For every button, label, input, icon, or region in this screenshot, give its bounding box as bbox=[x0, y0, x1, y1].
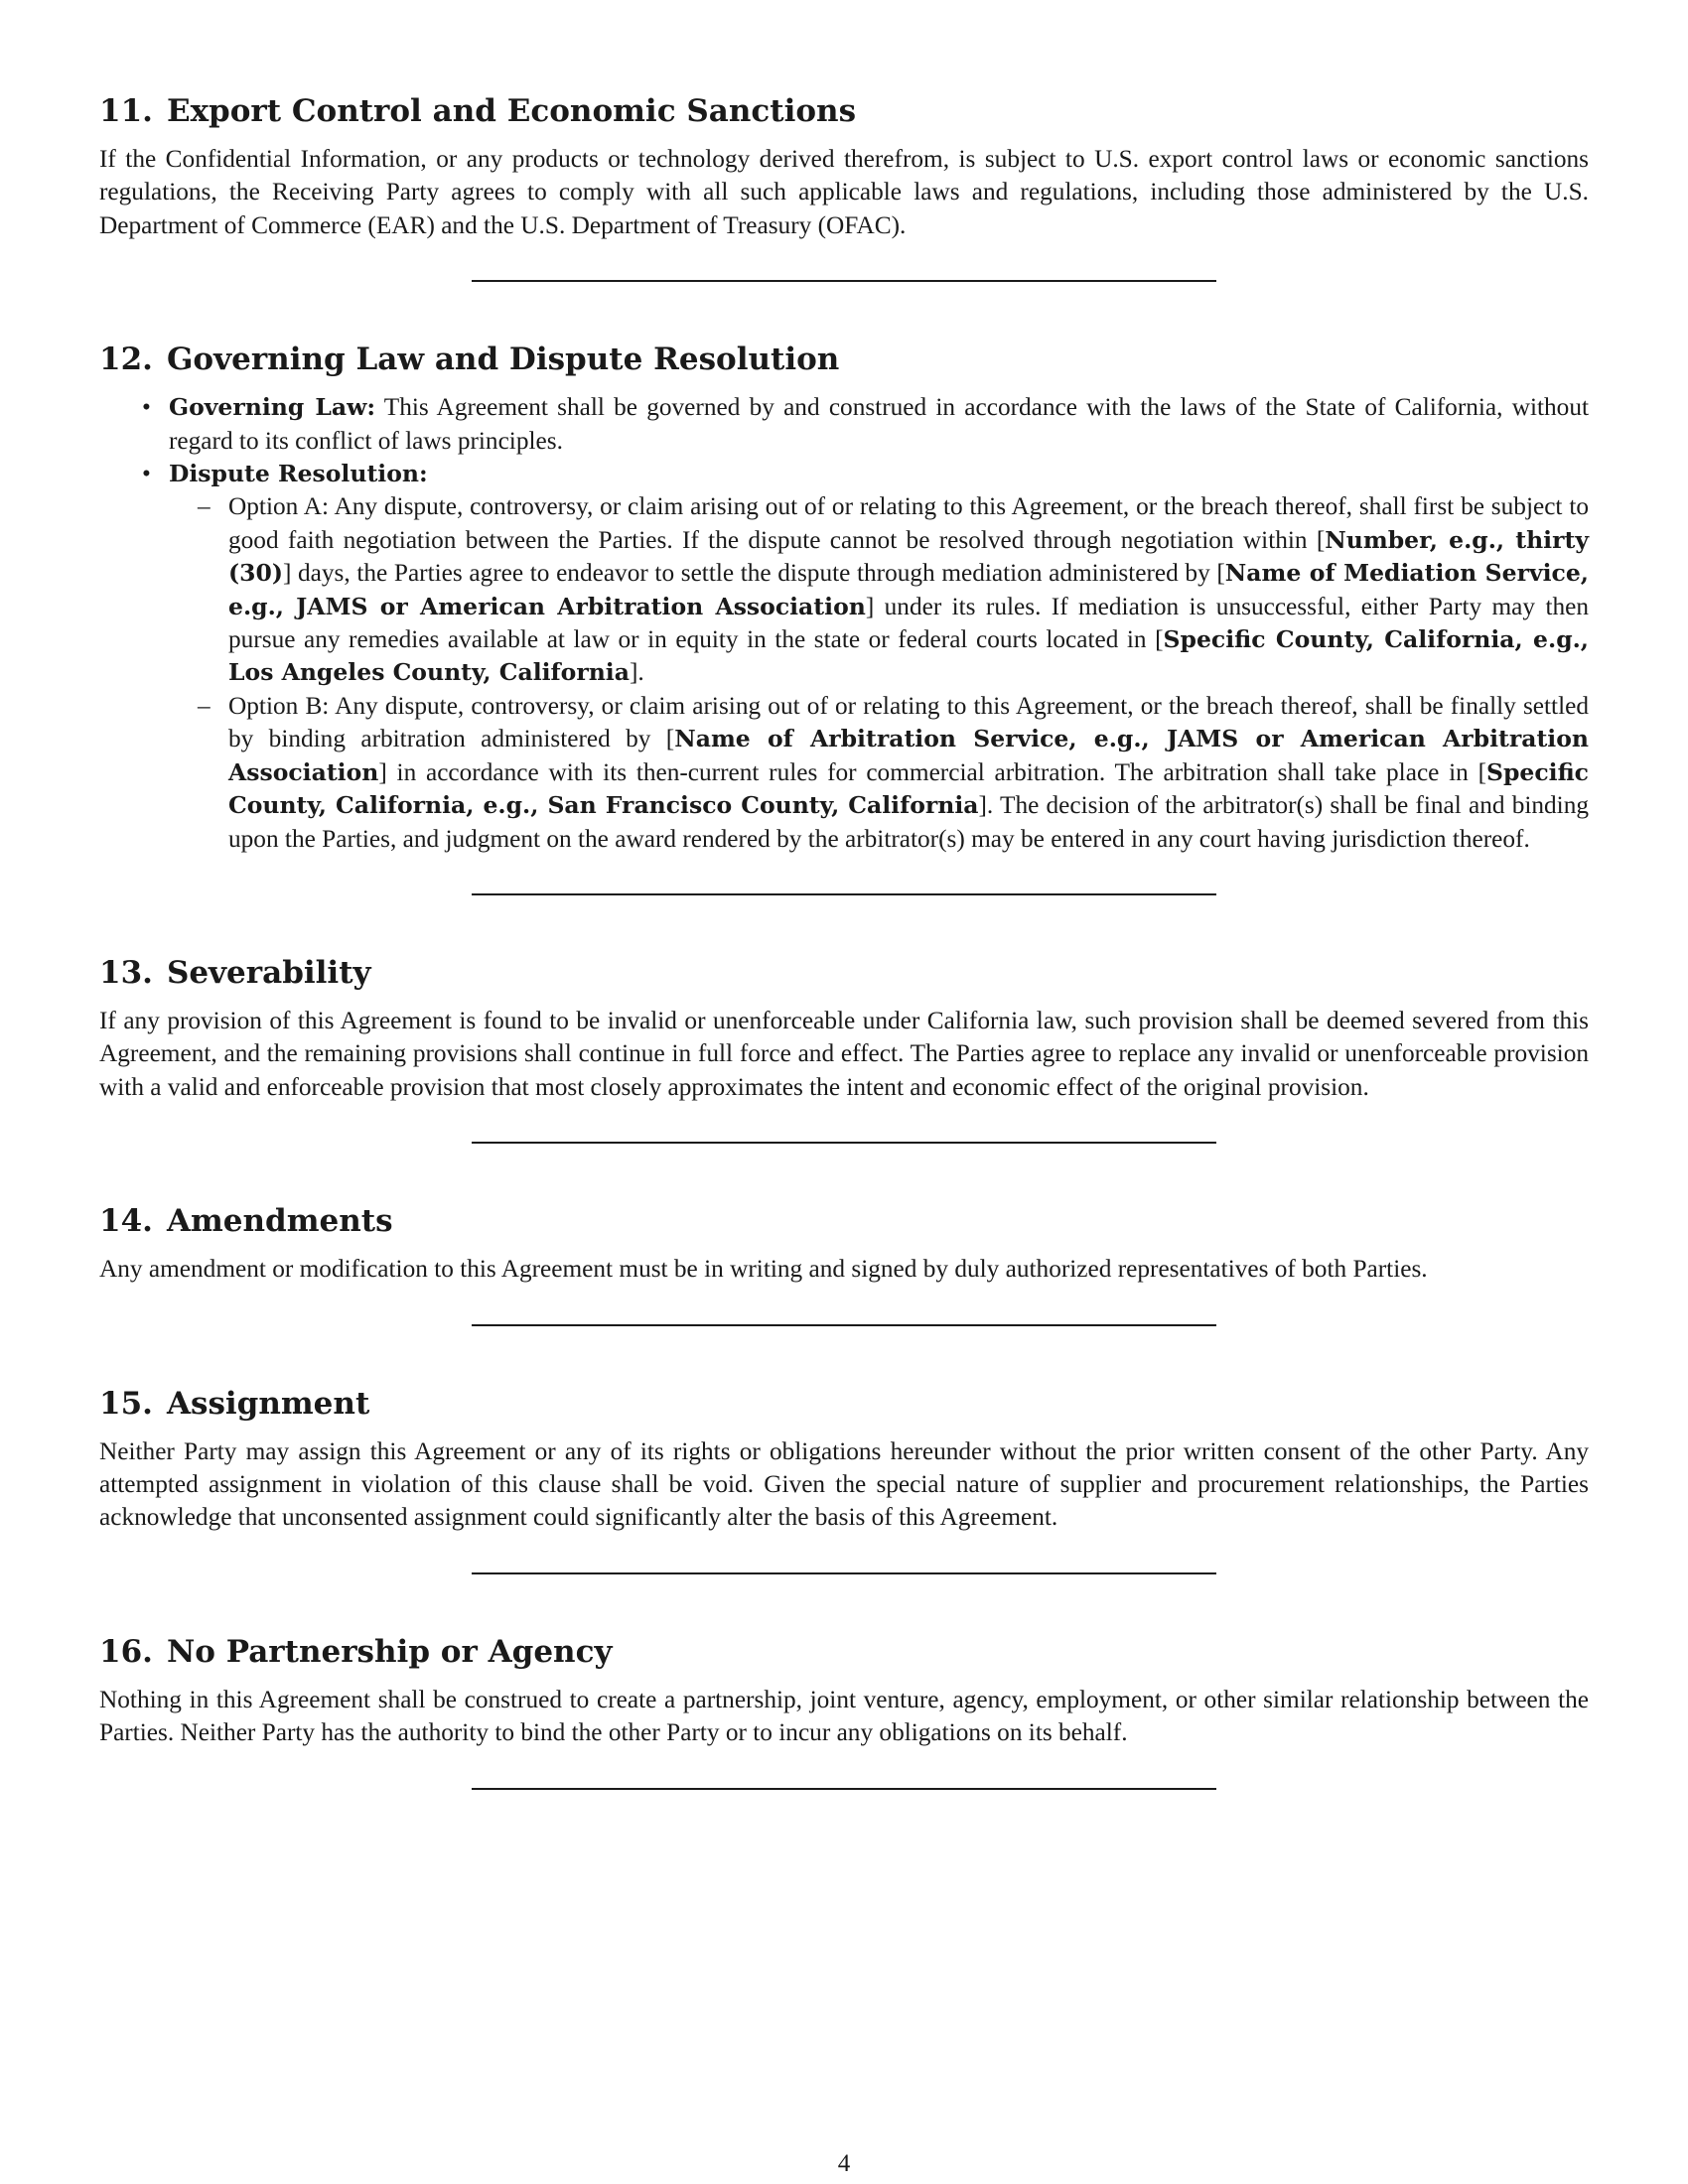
section-number: 16. bbox=[99, 1633, 153, 1670]
option-b-placeholder-arbitration-service: Name of Arbitration Service, e.g., JAMS or American Arbitration Association bbox=[228, 725, 1589, 786]
section-body: If the Confidential Information, or any products or technology derived therefrom, is subject to U.S. export control laws or economic sanctions regulations, the Receiving Party agrees to comply with all such applicable laws and regulations, including those administered by the U.S. Department of Commerce (EAR) and the U.S. Department of Treasury (OFAC). bbox=[99, 145, 1589, 239]
section-heading bbox=[99, 1384, 1589, 1424]
section-heading bbox=[99, 953, 1589, 993]
section-heading bbox=[99, 340, 1589, 379]
option-a-placeholder-county: Specific County, California, e.g., Los Angeles County, California bbox=[228, 625, 1589, 687]
clause-list bbox=[99, 391, 1589, 856]
section-divider bbox=[472, 280, 1216, 282]
page-content bbox=[99, 91, 1589, 1847]
option-b-text-1: Option B: Any dispute, controversy, or claim arising out of or relating to this Agreement, or the breach thereof, shall be finally settled by binding arbitration administered by [ bbox=[228, 691, 1589, 753]
section-body: If any provision of this Agreement is found to be invalid or unenforceable under California law, such provision shall be deemed severed from this Agreement, and the remaining provisions shall continue in full force and effect. The Parties agree to replace any invalid or unenforceable provision with a valid and enforceable provision that most closely approximates the intent and economic effect of the original provision. bbox=[99, 1006, 1589, 1101]
section-11 bbox=[99, 91, 1589, 242]
section-heading bbox=[99, 1632, 1589, 1672]
section-number: 11. bbox=[99, 93, 153, 129]
option-a-placeholder-mediation-service: Name of Mediation Service, e.g., JAMS or American Arbitration Association bbox=[228, 559, 1589, 620]
option-a-text-1: Option A: Any dispute, controversy, or claim arising out of or relating to this Agreement, or the breach thereof, shall first be subject to good faith negotiation between the Parties. If the dispute cannot be resolved through negotiation within [ bbox=[228, 492, 1589, 554]
option-b-item bbox=[228, 690, 1589, 856]
section-body: Nothing in this Agreement shall be construed to create a partnership, joint venture, agency, employment, or other similar relationship between the Parties. Neither Party has the authority to bind the other Party or to incur any obligations on its behalf. bbox=[99, 1685, 1589, 1747]
section-title: Assignment bbox=[166, 1385, 370, 1422]
section-divider bbox=[472, 1142, 1216, 1144]
section-divider bbox=[472, 893, 1216, 895]
dispute-resolution-label: Dispute Resolution: bbox=[169, 460, 428, 488]
option-b-text-2: ] in accordance with its then-current rules for commercial arbitration. The arbitration shall take place in [ bbox=[378, 757, 1486, 786]
option-a-text-3: ] under its rules. If mediation is unsuccessful, either Party may then pursue any remedies available at law or in equity in the state or federal courts located in [ bbox=[228, 592, 1589, 654]
option-a-text-4: ]. bbox=[629, 658, 644, 687]
section-16 bbox=[99, 1632, 1589, 1750]
option-a-item bbox=[228, 490, 1589, 689]
section-14 bbox=[99, 1201, 1589, 1286]
option-b-placeholder-county: Specific County, California, e.g., San Francisco County, California bbox=[228, 757, 1589, 820]
section-13 bbox=[99, 953, 1589, 1104]
section-number: 14. bbox=[99, 1203, 153, 1240]
section-15 bbox=[99, 1384, 1589, 1535]
section-body: Neither Party may assign this Agreement or any of its rights or obligations hereunder without the prior written consent of the other Party. Any attempted assignment in violation of this clause shall be void. Given the special nature of supplier and procurement relationships, the Parties acknowledge that unconsented assignment could significantly alter the basis of this Agreement. bbox=[99, 1436, 1589, 1532]
dispute-options-list bbox=[169, 490, 1589, 855]
page-number: 4 bbox=[837, 2150, 851, 2177]
section-number: 15. bbox=[99, 1385, 153, 1422]
section-divider bbox=[472, 1788, 1216, 1790]
section-title: Severability bbox=[166, 954, 371, 991]
section-12 bbox=[99, 340, 1589, 856]
option-a-placeholder-days: Number, e.g., thirty (30) bbox=[228, 525, 1589, 588]
section-body: Any amendment or modification to this Agreement must be in writing and signed by duly authorized representatives of both Parties. bbox=[99, 1255, 1428, 1284]
section-title: Amendments bbox=[166, 1203, 393, 1240]
section-divider bbox=[472, 1572, 1216, 1574]
section-title: Governing Law and Dispute Resolution bbox=[166, 341, 840, 378]
section-number: 13. bbox=[99, 954, 153, 991]
dispute-resolution-item bbox=[169, 458, 1589, 856]
section-heading bbox=[99, 91, 1589, 131]
governing-law-label: Governing Law: bbox=[169, 393, 375, 422]
section-heading bbox=[99, 1201, 1589, 1241]
section-title: Export Control and Economic Sanctions bbox=[166, 93, 857, 129]
option-b-text-3: ]. The decision of the arbitrator(s) shall be final and binding upon the Parties, and judgment on the award rendered by the arbitrator(s) may be entered in any court having jurisdiction thereof. bbox=[228, 791, 1589, 853]
section-number: 12. bbox=[99, 341, 153, 378]
section-title: No Partnership or Agency bbox=[166, 1633, 613, 1670]
governing-law-item bbox=[169, 391, 1589, 458]
option-a-text-2: ] days, the Parties agree to endeavor to settle the dispute through mediation administered by [ bbox=[282, 559, 1225, 588]
governing-law-text: This Agreement shall be governed by and construed in accordance with the laws of the State of California, without regard to its conflict of laws principles. bbox=[169, 393, 1589, 455]
section-divider bbox=[472, 1324, 1216, 1326]
